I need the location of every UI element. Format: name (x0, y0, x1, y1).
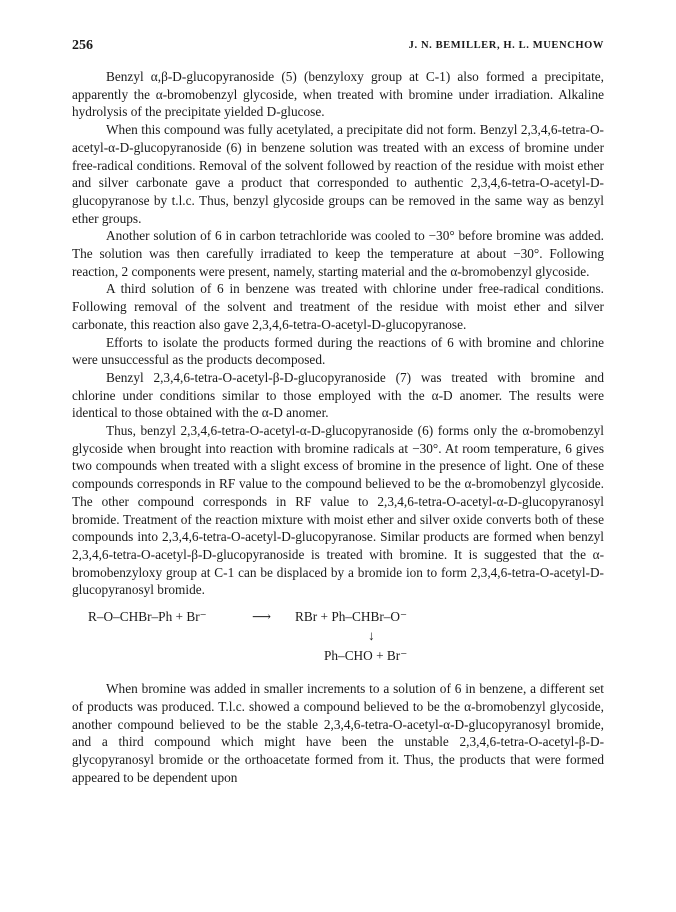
page-number: 256 (72, 38, 93, 53)
paragraph: Efforts to isolate the products formed during the reactions of 6 with bromine and chlorine were unsuccessful as the products decomposed. (72, 334, 604, 368)
equation-reactants: R–O–CHBr–Ph + Br⁻ (88, 609, 207, 625)
paragraph: When bromine was added in smaller increments to a solution of 6 in benzene, a different set of products was produced. T.l.c. showed a compound believed to be the α-bromobenzyl glycoside, another compound believed to be the stable 2,3,4,6-tetra-O-acetyl-α-D-glucopyranosyl bromide, and a third compound which might have been the unstable 2,3,4,6-tetra-O-acetyl-β-D-glycopyranosyl bromide or the orthoacetate formed from it. Thus, the products that were formed appeared to be dependent upon (72, 681, 604, 785)
paragraph: When this compound was fully acetylated, a precipitate did not form. Benzyl 2,3,4,6-tetra-O-acetyl-α-D-glucopyranoside (6) in benzene solution was treated with an excess of bromine under free-radical conditions. Removal of the solvent followed by reaction of the residue with moist ether and silver carbonate gave a product that corresponded to authentic 2,3,4,6-tetra-O-acetyl-D-glucopyranose by t.l.c. Thus, benzyl glycoside groups can be removed in the same way as benzyl ether groups. (72, 122, 604, 226)
equation-decomposition: Ph–CHO + Br⁻ (324, 648, 408, 664)
equation-products: RBr + Ph–CHBr–O⁻ (295, 609, 408, 625)
reaction-arrow-icon: ⟶ (252, 609, 272, 625)
paragraph: Benzyl α,β-D-glucopyranoside (5) (benzyloxy group at C-1) also formed a precipitate, apparently the α-bromobenzyl glycoside, when treated with bromine under irradiation. Alkaline hydrolysis of the precipitate yielded D-glucose. (72, 69, 604, 120)
paragraph: A third solution of 6 in benzene was treated with chlorine under free-radical conditions. Following removal of the solvent and treatment of the residue with moist ether and silver carbonate, this reaction also gave 2,3,4,6-tetra-O-acetyl-D-glucopyranose. (72, 281, 604, 332)
running-head-authors: J. N. BEMILLER, H. L. MUENCHOW (408, 40, 604, 51)
paragraph: Another solution of 6 in carbon tetrachloride was cooled to −30° before bromine was added. The solution was then carefully irradiated to keep the temperature at about −30°. Following reaction, 2 components were present, namely, starting material and the α-bromobenzyl glycoside. (72, 228, 604, 279)
article-body (72, 68, 604, 786)
page-header (72, 38, 604, 58)
reaction-scheme (72, 602, 604, 670)
paragraph: Thus, benzyl 2,3,4,6-tetra-O-acetyl-α-D-glucopyranoside (6) forms only the α-bromobenzyl glycoside when brought into reaction with bromine radicals at −30°. At room temperature, 6 gives two compounds when treated with a slight excess of bromine in the presence of light. One of these compounds corresponds in RF value to the compound believed to be the α-bromobenzyl glycoside. The other compound corresponds in RF value to 2,3,4,6-tetra-O-acetyl-α-D-glucopyranosyl bromide. Treatment of the reaction mixture with moist ether and silver oxide converts both of these compounds into 2,3,4,6-tetra-O-acetyl-D-glucopyranose. Similar products are formed when benzyl 2,3,4,6-tetra-O-acetyl-β-D-glucopyranoside is treated with bromine. It is suggested that the α-bromobenzyloxy group at C-1 can be displaced by a bromide ion to form 2,3,4,6-tetra-O-acetyl-D-glucopyranosyl bromide. (72, 423, 604, 598)
paragraph: Benzyl 2,3,4,6-tetra-O-acetyl-β-D-glucopyranoside (7) was treated with bromine and chlorine under conditions similar to those employed with the α-D anomer. The results were identical to those obtained with the α-D anomer. (72, 369, 604, 421)
down-arrow-icon: ↓ (368, 628, 375, 644)
